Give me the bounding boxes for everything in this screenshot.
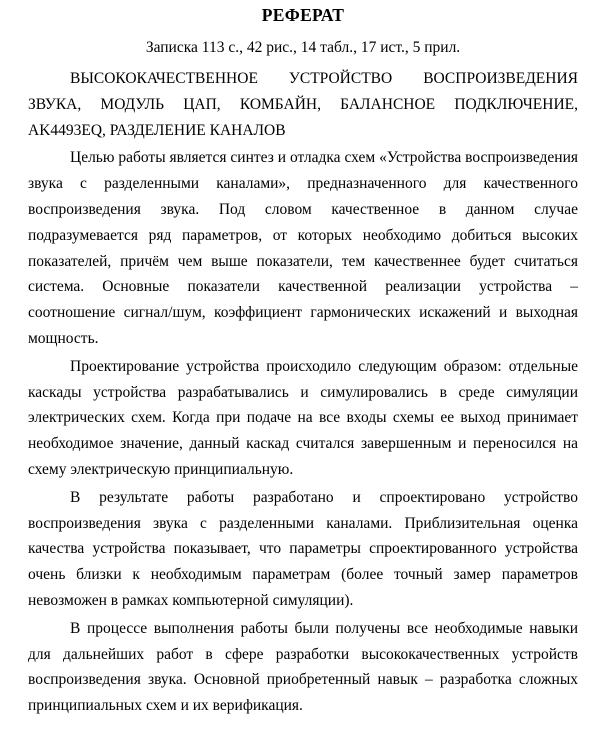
paragraph-skills: В процессе выполнения работы были получены все необходимые навыки для дальнейших работ в сфере разработки высококачественных устройств воспроизведения звука. Основной приобретенный навык – разработка сложных принципиальных схем и их верификация. (28, 619, 578, 715)
paragraph-result: В результате работы разработано и спроектировано устройство воспроизведения звука с разделенными каналами. Приблизительная оценка качества устройства показывает, что параметры спроектированного устройства очень близки к необходимым параметрам (более точный замер параметров невозможен в рамках компьютерной симуляции). (28, 488, 578, 609)
page-title: РЕФЕРАТ (261, 5, 345, 25)
paragraph-goal: Целью работы является синтез и отладка схем «Устройства воспроизведения звука с разделенными каналами», предназначенного для качественного воспроизведения звука. Под словом качественное в данном случае подразумевается ряд параметров, от которых необходимо добиться высоких показателей, причём чем выше показатели, тем качественнее будет считаться система. Основные показатели качественной реализации устройства – соотношение сигнал/шум, коэффициент гармонических искажений и выходная мощность. (28, 149, 578, 347)
document-meta: Записка 113 с., 42 рис., 14 табл., 17 ист., 5 прил. (145, 39, 461, 56)
paragraph-design: Проектирование устройства происходило следующим образом: отдельные каскады устройства разрабатывались и симулировались в среде симуляции электрических схем. Когда при подаче на все входы схемы ее выход принимает необходимое значение, данный каскад считался завершенным и переносился на схему электрическую принципиальную. (28, 357, 578, 478)
keywords-paragraph: ВЫСОКОКАЧЕСТВЕННОЕ УСТРОЙСТВО ВОСПРОИЗВЕДЕНИЯ ЗВУКА, МОДУЛЬ ЦАП, КОМБАЙН, БАЛАНСНОЕ ПОДКЛЮЧЕНИЕ, AK4493EQ, РАЗДЕЛЕНИЕ КАНАЛОВ (28, 70, 578, 139)
